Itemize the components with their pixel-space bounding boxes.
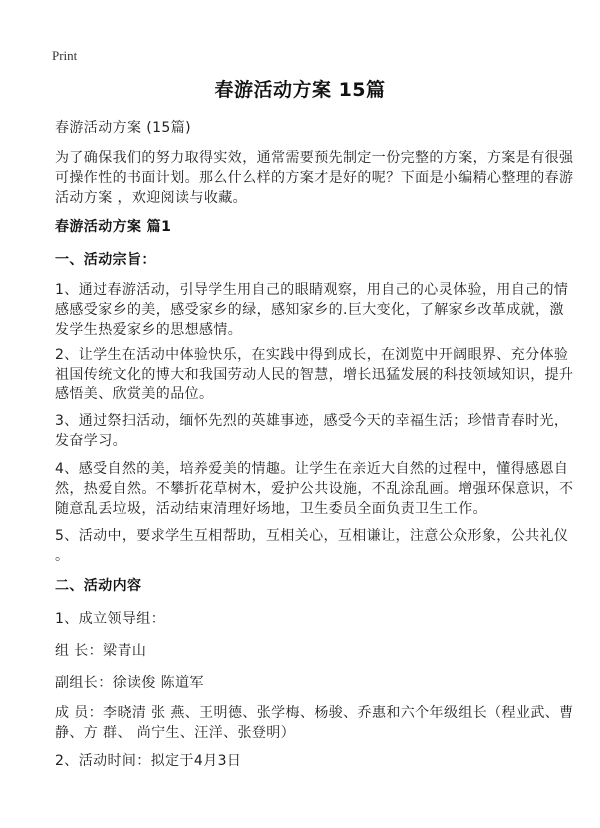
paragraph-line: 3、通过祭扫活动，缅怀先烈的英雄事迹，感受今天的幸福生活；珍惜青春时光， — [55, 413, 569, 429]
paragraph-line: 随意乱丢垃圾，活动结束清理好场地，卫生委员全面负责卫生工作。 — [55, 501, 487, 517]
paragraph-line: 1、通过春游活动，引导学生用自己的眼睛观察，用自己的心灵体验，用自己的情 — [55, 282, 569, 298]
print-link[interactable]: Print — [52, 48, 78, 63]
article-heading: 春游活动方案 篇1 — [55, 219, 172, 235]
paragraph-line: 4、感受自然的美，培养爱美的情趣。让学生在亲近大自然的过程中，懂得感恩自 — [55, 461, 569, 477]
paragraph-line: 然，热爱自然。不攀折花草树木，爱护公共设施，不乱涂乱画。增强环保意识，不 — [55, 481, 574, 497]
list-item: 成 员：李晓清 张 燕、王明德、张学梅、杨骏、乔惠和六个年级组长（程业武、曹 — [55, 705, 574, 721]
list-item: 组 长：梁青山 — [55, 643, 147, 659]
paragraph-line: 5、活动中，要求学生互相帮助，互相关心，互相谦让，注意公众形象，公共礼仪 — [55, 528, 569, 544]
paragraph-line: 。 — [55, 548, 70, 564]
list-item: 副组长：徐读俊 陈道军 — [55, 675, 204, 691]
list-item: 静、方 群、 尚宁生、汪洋、张登明） — [55, 725, 296, 741]
paragraph-line: 感感受家乡的美，感受家乡的绿，感知家乡的.巨大变化，了解家乡改革成就，激 — [55, 302, 564, 318]
section-heading: 一、活动宗旨： — [55, 252, 156, 268]
paragraph-line: 感悟美、欣赏美的品位。 — [55, 386, 214, 402]
paragraph-line: 祖国传统文化的博大和我国劳动人民的智慧，增长迅猛发展的科技领域知识，提升 — [55, 367, 574, 383]
paragraph-line: 发奋学习。 — [55, 433, 127, 449]
intro-line: 可操作性的书面计划。那么什么样的方案才是好的呢？下面是小编精心整理的春游 — [55, 170, 574, 186]
paragraph-line: 2、让学生在活动中体验快乐，在实践中得到成长，在浏览中开阔眼界、充分体验 — [55, 347, 569, 363]
intro-line: 为了确保我们的努力取得实效，通常需要预先制定一份完整的方案，方案是有很强 — [55, 150, 574, 166]
list-item: 1、成立领导组： — [55, 611, 166, 627]
paragraph-line: 发学生热爱家乡的思想感情。 — [55, 322, 243, 338]
subtitle: 春游活动方案 (15篇) — [55, 120, 191, 136]
section-heading: 二、活动内容 — [55, 578, 142, 594]
intro-line: 活动方案 ，欢迎阅读与收藏。 — [55, 190, 248, 206]
page-title: 春游活动方案 15篇 — [214, 79, 386, 101]
list-item: 2、活动时间：拟定于4月3日 — [55, 753, 242, 769]
